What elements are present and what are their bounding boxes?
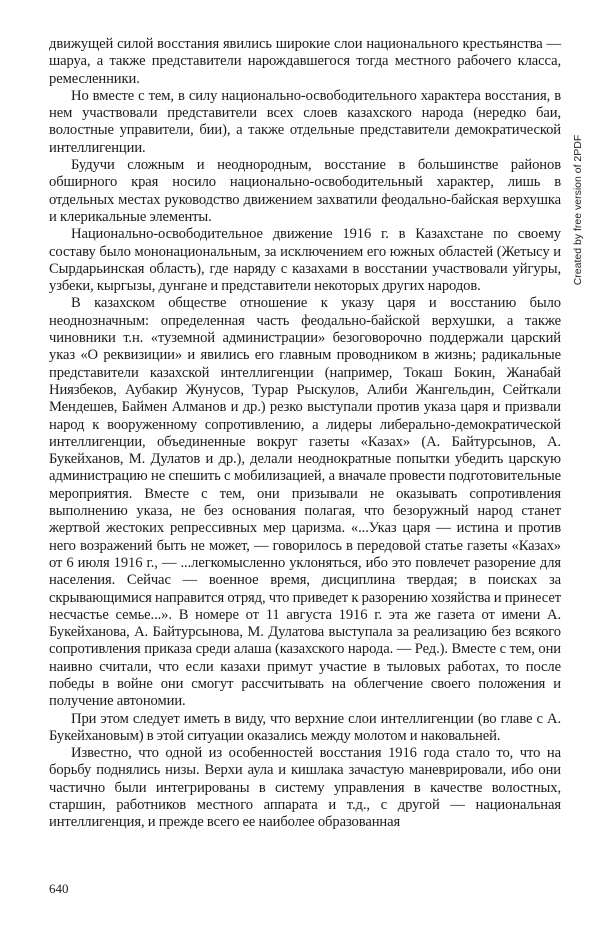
paragraph-1: движущей силой восстания явились широкие слои национального крестьянства — шаруа, а также представители нарождавшегося тогда местного рабочего класса, ремесленники. <box>49 36 561 87</box>
paragraph-6: При этом следует иметь в виду, что верхние слои интеллигенции (во главе с А. Букейхановым) в этой ситуации оказались между молотом и наковальней. <box>49 710 561 744</box>
page-number: 640 <box>49 881 69 896</box>
paragraph-5: В казахском обществе отношение к указу царя и восстанию было неоднозначным: определенная часть феодально-байской верхушки, а также чиновники т.н. «туземной администрации» безоговорочно поддержали царский указ «О реквизиции» и явились его главным проводником в жизнь; радикальные представители казахской интеллигенции (например, Токаш Бокин, Жанабай Ниязбеков, Аубакир Жунусов, Турар Рыскулов, Алиби Жангельдин, Сейткали Мендешев, Баймен Алманов и др.) резко выступали против указа царя и призвали народ к вооруженному сопротивлению, а лидеры либерально-демократической интеллигенции, объединенные вокруг газеты «Казах» (А. Байтурсынов, А. Букейханов, М. Дулатов и др.), делали неоднократные попытки убедить царскую администрацию не спешить с мобилизацией, а вначале провести подготовительные мероприятия. Вместе с тем, они призывали не оказывать сопротивления выполнению указа, не без основания полагая, что безоружный народ станет жертвой жестоких репрессивных мер царизма. «...Указ царя — истина и против него возражений быть не может, — говорилось в передовой статье газеты «Казах» от 6 июля 1916 г., — ...легкомысленно уклоняться, ибо это повлечет разорение для населения. Сейчас — военное время, дисциплина твердая; в поисках за скрывающимися направится отряд, что приведет к разорению хозяйства и принесет несчастье семье...». В номере от 11 августа 1916 г. эта же газета от имени А. Букейханова, А. Байтурсынова, М. Дулатова выступала за реализацию без всякого сопротивления приказа среди алаша (казахского народа. — Ред.). Вместе с тем, они наивно считали, что если казахи примут участие в тыловых работах, то после победы в войне они смогут рассчитывать на облегчение своего положения и получение автономии. <box>49 295 561 710</box>
paragraph-3: Будучи сложным и неоднородным, восстание в большинстве районов обширного края носило национально-освободительный характер, лишь в отдельных местах руководство движением захватили феодально-байская верхушка и клерикальные элементы. <box>49 157 561 225</box>
paragraph-7: Известно, что одной из особенностей восстания 1916 года стало то, что на борьбу поднялись низы. Верхи аула и кишлака зачастую маневрировали, ибо они частично были интегрированы в систему управления в качестве волостных, старшин, работников местного аппарата и т.д., с другой — национальная интеллигенция, и прежде всего ее наиболее образованная <box>49 745 561 831</box>
paragraph-2: Но вместе с тем, в силу национально-освободительного характера восстания, в нем участвовали представители всех слоев казахского народа (нередко баи, волостные управители, бии), а также отдельные представители демократической интеллигенции. <box>49 87 561 156</box>
paragraph-4: Национально-освободительное движение 1916 г. в Казахстане по своему составу было мононациональным, за исключением его южных областей (Жетысу и Сырдарьинская область), где наряду с казахами в восстании участвовали уйгуры, узбеки, кыргызы, дунгане и представители некоторых других народов. <box>49 226 561 295</box>
text-body <box>49 36 561 832</box>
watermark-text: Created by free version of 2PDF <box>572 134 584 286</box>
